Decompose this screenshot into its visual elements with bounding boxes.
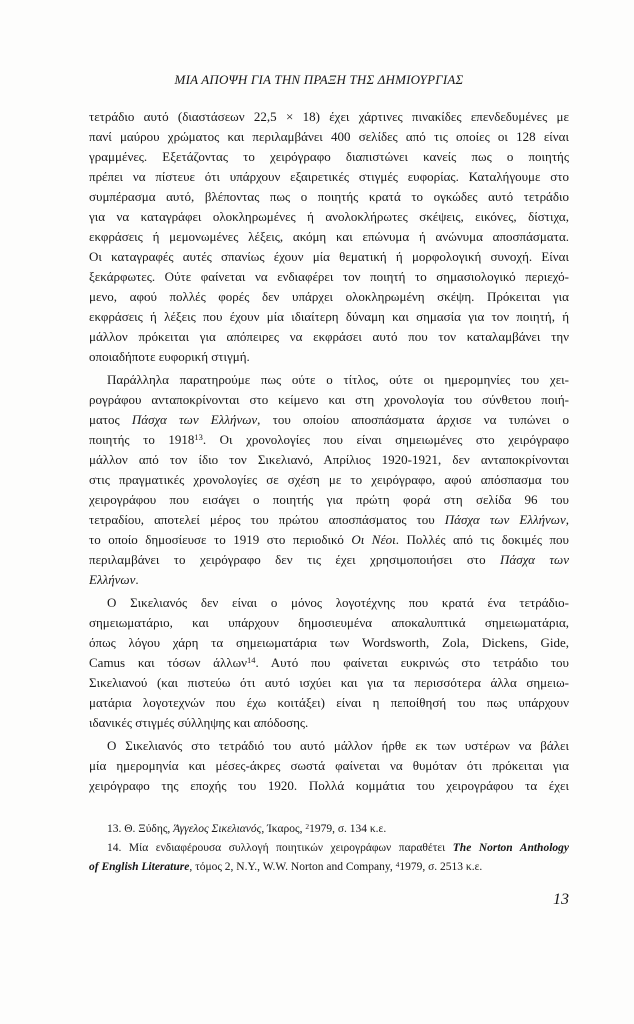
text-run: τετραδίου, αποτελεί μέρος του πρώτου αποσπάσματος του (89, 512, 445, 527)
text-line (89, 287, 569, 307)
text-run: τετράδιο αυτό (διαστάσεων 22,5 × 18) έχει χάρτινες πινακίδες επενδεδυμένες με (89, 109, 569, 124)
text-run: ματος (89, 412, 132, 427)
text-run: μία ημερομηνία και μέσες-άκρες σωστά φαίνεται να θυμόταν ότι πρόκειται για (89, 758, 569, 773)
text-run: περιλαμβάνει το χειρόγραφο δεν τις έχει χρησιμοποιήσει στο (89, 552, 501, 567)
text-line (89, 570, 569, 590)
superscript: 4 (395, 859, 400, 869)
text-line (89, 347, 569, 367)
text-line (89, 776, 569, 796)
paragraph (89, 107, 569, 367)
text-run: μενο, αφού πολλές φορές δεν υπάρχει ολοκληρωμένη σκέψη. Πρόκειται για (89, 289, 569, 304)
text-line (89, 450, 569, 470)
text-line (89, 693, 569, 713)
text-run: σημειωματάριο, και υπάρχουν δημοσιευμένα αποκαλυπτικά σημειωματάρια, (89, 615, 569, 630)
text-line (89, 470, 569, 490)
text-run: , Ίκαρος, (261, 823, 306, 835)
text-run: 1979, σ. 134 κ.ε. (309, 823, 387, 835)
text-run: το οποίο δημοσίευσε το 1919 στο περιοδικό (89, 532, 352, 547)
paragraph (89, 736, 569, 796)
text-run: ιδανικές στιγμές σύλληψης και απόδοσης. (89, 715, 309, 730)
text-run: συμπέρασμα αυτό, βλέποντας πως ο ποιητής κρατά το ογκώδες αυτό τετράδιο (89, 189, 569, 204)
running-head: ΜΙΑ ΑΠΟΨΗ ΓΙΑ ΤΗΝ ΠΡΑΞΗ ΤΗΣ ΔΗΜΙΟΥΡΓΙΑΣ (174, 72, 464, 87)
text-line (89, 410, 569, 430)
text-line (89, 227, 569, 247)
superscript: 14 (247, 655, 256, 666)
text-run: . Πολλές από τις δοκιμές που (395, 532, 569, 547)
text-line (89, 550, 569, 570)
paragraph (89, 370, 569, 590)
text-run: εκφράσεις ή μεμονωμένες λέξεις, ακόμη και επώνυμα ή ανώνυμα αποσπάσματα. (89, 229, 569, 244)
text-run: ποιητής το 1918 (89, 432, 195, 447)
text-run: Ο Σικελιανός δεν είναι ο μόνος λογοτέχνης που κρατά ένα τετράδιο- (107, 595, 569, 610)
text-run: Παράλληλα παρατηρούμε πως ούτε ο τίτλος, ούτε οι ημερομηνίες του χει- (107, 372, 569, 387)
italic-text: Οι Νέοι (351, 532, 396, 547)
footnote-line (89, 858, 569, 877)
text-run: Σικελιανού (και πιστεύω ότι αυτό ισχύει και για τα περισσότερα άλλα σημειω- (89, 675, 569, 690)
text-run: μάλλον πρόκειται για απόπειρες να εκφράσει αυτό που τον καταλαμβάνει την (89, 329, 569, 344)
text-line (89, 127, 569, 147)
italic-text: Πάσχα των (500, 552, 569, 567)
text-line (89, 187, 569, 207)
text-run: οποιαδήποτε ευφορική στιγμή. (89, 349, 250, 364)
italic-text: Πάσχα των Ελλήνων (131, 412, 258, 427)
footnote-line (89, 820, 569, 839)
text-run: 13. Θ. Ξύδης, (107, 823, 174, 835)
text-run: , τόμος 2, N.Y., W.W. Norton and Company, (189, 861, 396, 873)
text-run: χειρόγραφο της εποχής του 1920. Πολλά κομμάτια του χειρογράφου τα έχει (89, 778, 569, 793)
paragraph (89, 593, 569, 733)
italic-text: Ελλήνων (89, 572, 136, 587)
italic-text: Πάσχα των Ελλήνων, (444, 512, 569, 527)
text-line (89, 430, 569, 450)
body-text (89, 107, 569, 796)
text-run: . Οι χρονολογίες που είναι σημειωμένες στο χειρόγραφο (202, 432, 569, 447)
text-run: . (135, 572, 139, 587)
text-run: μάλλον από τον ίδιο τον Σικελιανό, Απρίλιος 1920-1921, δεν ανταποκρίνονται (89, 452, 569, 467)
text-run: όπως λόγου χάρη τα σημειωματάρια των Wordsworth, Zola, Dickens, Gide, (89, 635, 569, 650)
text-line (89, 370, 569, 390)
text-line (89, 327, 569, 347)
text-line (89, 736, 569, 756)
italic-text: The Norton Anthology (452, 842, 569, 854)
text-run: ρογράφου ανταποκρίνονται στο κείμενο και στη χρονολογία του σύνθετου ποιή- (89, 392, 569, 407)
text-run: 1979, σ. 2513 κ.ε. (399, 861, 483, 873)
text-line (89, 593, 569, 613)
text-line (89, 167, 569, 187)
text-run: Οι καταγραφές αυτές σπανίως έχουν μία θεματική ή μορφολογική συνοχή. Είναι (89, 249, 569, 264)
text-line (89, 147, 569, 167)
text-run: στις πραγματικές χρονολογίες σε σχέση με το χειρόγραφο, αφού απόσπασμα του (89, 472, 569, 487)
text-line (89, 207, 569, 227)
footnote-14 (89, 839, 569, 877)
text-run: Ο Σικελιανός στο τετράδιό του αυτό μάλλον ήρθε εκ των υστέρων να βάλει (107, 738, 569, 753)
text-line (89, 510, 569, 530)
text-run: για να καταγράφει ολοκληρωμένες ή ανολοκλήρωτες σκέψεις, εικόνες, δίστιχα, (89, 209, 569, 224)
superscript: 13 (194, 432, 203, 443)
text-line (89, 247, 569, 267)
text-run: ματάρια λογοτεχνών που έχω κοιτάξει) είναι η πεποίθησή του πως υπάρχουν (89, 695, 569, 710)
text-line (89, 307, 569, 327)
text-line (89, 713, 569, 733)
footnote-13 (89, 820, 569, 839)
italic-text: Άγγελος Σικελιανός (173, 823, 262, 835)
text-line (89, 107, 569, 127)
text-run: πρέπει να πίστευε ότι υπάρχουν εξαιρετικές στιγμές ευφορίας. Καταλήγουμε στο (89, 169, 569, 184)
text-run: 14. Μία ενδιαφέρουσα συλλογή ποιητικών χειρογράφων παραθέτει (107, 842, 453, 854)
text-line (89, 633, 569, 653)
text-run: πανί μαύρου χρώματος και περιλαμβάνει 400 σελίδες από τις οποίες οι 128 είναι (89, 129, 569, 144)
text-line (89, 756, 569, 776)
footnote-line (89, 839, 569, 858)
text-line (89, 490, 569, 510)
page-number: 13 (553, 891, 569, 908)
superscript: 2 (305, 821, 310, 831)
text-line (89, 390, 569, 410)
text-run: . Αυτό που φαίνεται ευκρινώς στο τετράδιο του (255, 655, 569, 670)
text-line (89, 613, 569, 633)
footnotes (89, 820, 569, 877)
text-run: εκφράσεις ή λέξεις που έχουν μία ιδιαίτερη δύναμη και σημασία για τον ποιητή, ή (89, 309, 569, 324)
text-line (89, 653, 569, 673)
text-run: , του οποίου αποσπάσματα άρχισε να τυπώνει ο (257, 412, 569, 427)
text-run: γραμμένες. Εξετάζοντας το χειρόγραφο διαπιστώνει κανείς πως ο ποιητής (89, 149, 569, 164)
text-line (89, 267, 569, 287)
text-run: ξεκάρφωτες. Ούτε φαίνεται να ενδιαφέρει τον ποιητή το σημασιολογικό περιεχό- (89, 269, 569, 284)
text-line (89, 673, 569, 693)
text-run: Camus και τόσων άλλων (89, 655, 248, 670)
text-line (89, 530, 569, 550)
italic-text: of English Literature (89, 861, 190, 873)
text-run: χειρογράφου που εισάγει ο ποιητής για πρώτη φορά στη σελίδα 96 του (89, 492, 569, 507)
